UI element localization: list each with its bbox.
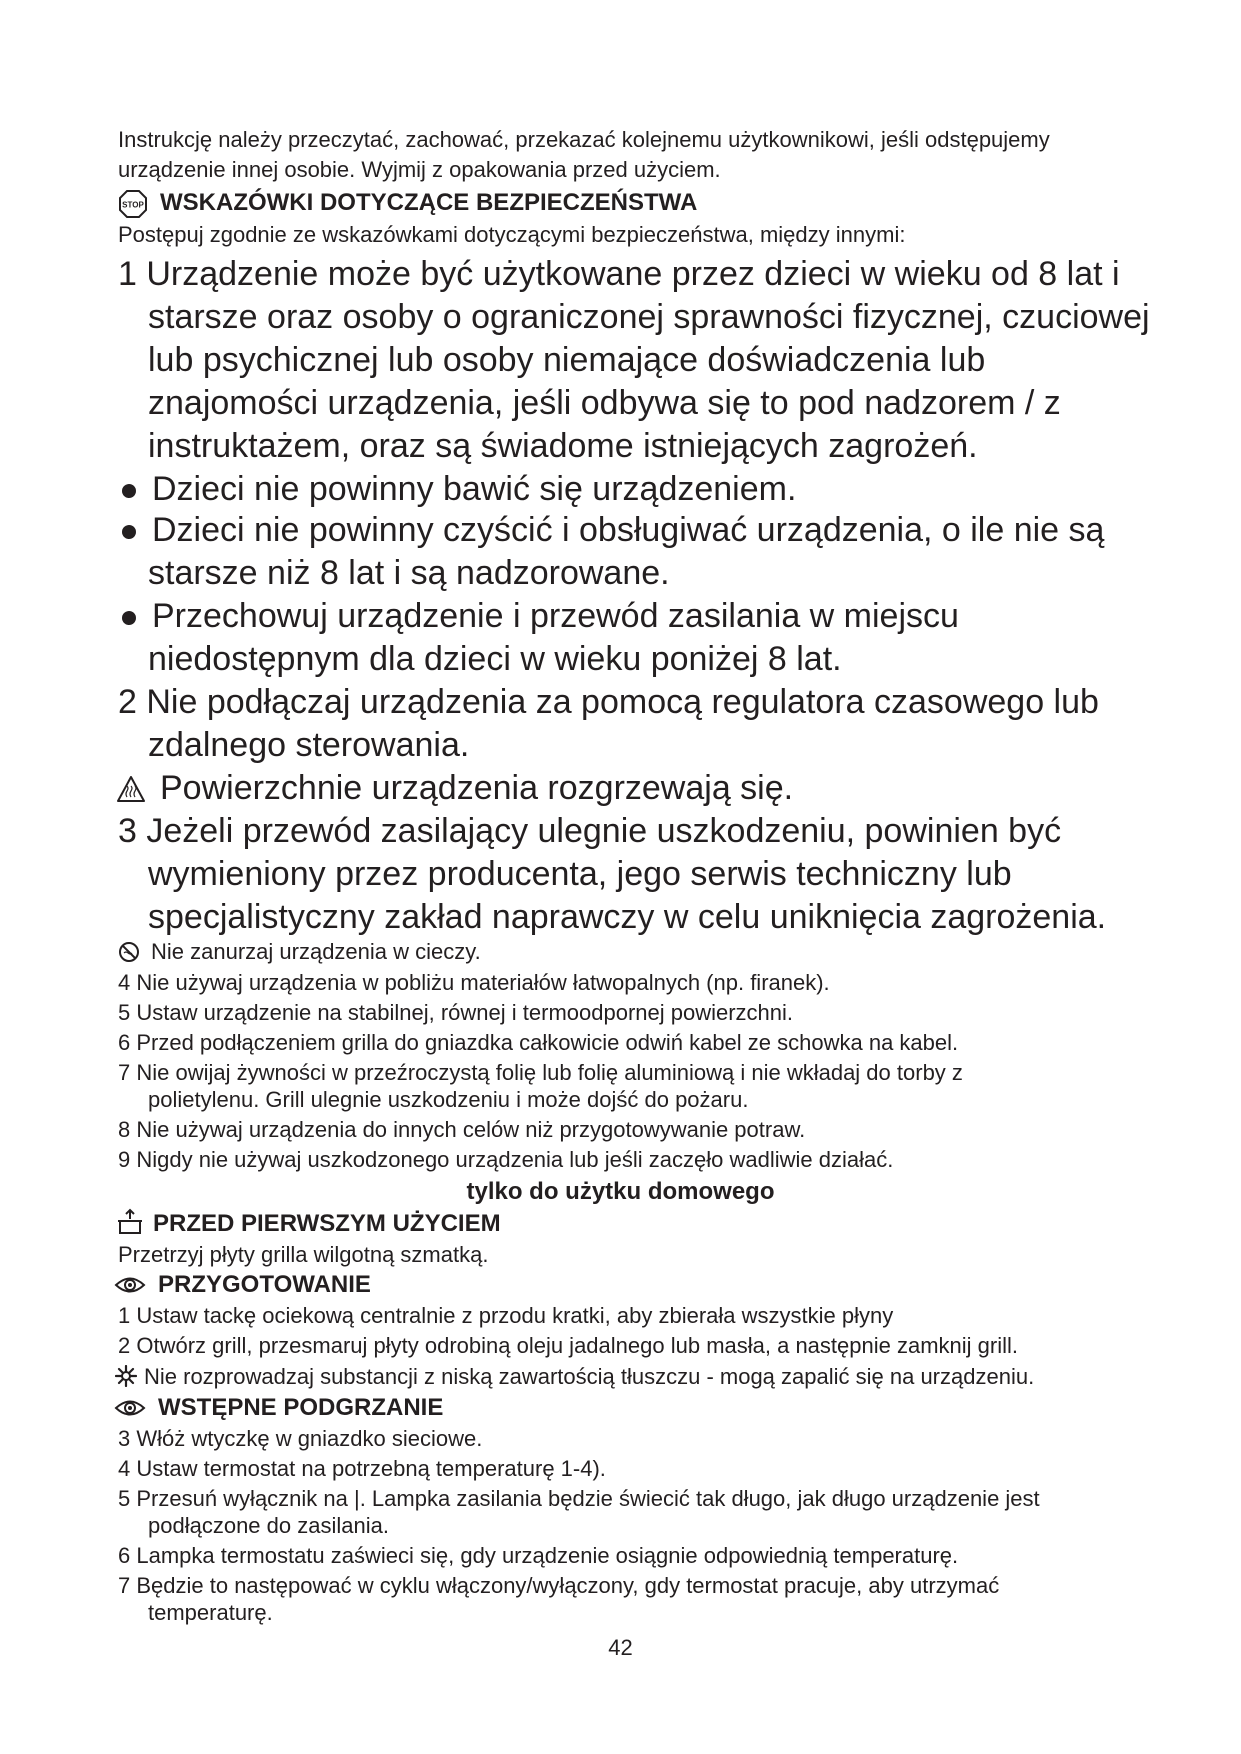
safety-small-line: 7 Nie owijaj żywności w przeźroczystą folię lub folię aluminiową i nie wkładaj do torby z [118,1060,963,1085]
bullet-icon [120,482,138,500]
preheat-item: 7 Będzie to następować w cyklu włączony/wyłączony, gdy termostat pracuje, aby utrzymać [118,1573,1000,1598]
safety-large-line: niedostępnym dla dzieci w wieku poniżej 8 lat. [148,640,842,678]
no-immersion-icon [118,941,140,963]
preparation-item: 1 Ustaw tackę ociekową centralnie z przodu kratki, aby zbierała wszystkie płyny [118,1303,894,1328]
fire-hazard-icon [115,1365,137,1387]
preheat-item: podłączone do zasilania. [148,1513,389,1538]
safety-heading: WSKAZÓWKI DOTYCZĄCE BEZPIECZEŃSTWA [160,189,698,216]
safety-large-line: 1 Urządzenie może być użytkowane przez dzieci w wieku od 8 lat i [118,255,1120,293]
safety-small-line: 8 Nie używaj urządzenia do innych celów niż przygotowywanie potraw. [118,1117,806,1142]
safety-small-line: polietylenu. Grill ulegnie uszkodzeniu i może dojść do pożaru. [148,1087,749,1112]
intro-line-2: urządzenie innej osobie. Wyjmij z opakowania przed użyciem. [118,157,721,182]
safety-large-line: zdalnego sterowania. [148,726,470,764]
safety-small-line: 4 Nie używaj urządzenia w pobliżu materiałów łatwopalnych (np. firanek). [118,970,830,995]
eye-icon [114,1274,146,1296]
safety-large-line: 2 Nie podłączaj urządzenia za pomocą regulatora czasowego lub [118,683,1099,721]
preheat-item: 4 Ustaw termostat na potrzebną temperaturę 1-4). [118,1456,606,1481]
preparation-heading: PRZYGOTOWANIE [158,1271,371,1298]
safety-large-line: Przechowuj urządzenie i przewód zasilania w miejscu [152,597,959,635]
eye-icon [114,1397,146,1419]
stop-icon [118,189,148,219]
first-use-heading: PRZED PIERWSZYM UŻYCIEM [153,1210,501,1237]
safety-small-line: 9 Nigdy nie używaj uszkodzonego urządzenia lub jeśli zaczęło wadliwie działać. [118,1147,894,1172]
safety-small-line: Nie zanurzaj urządzenia w cieczy. [151,939,481,964]
unpack-box-icon [116,1208,144,1236]
safety-large-line: znajomości urządzenia, jeśli odbywa się to pod nadzorem / z [148,384,1061,422]
safety-large-line: Powierzchnie urządzenia rozgrzewają się. [160,769,794,807]
safety-large-line: starsze niż 8 lat i są nadzorowane. [148,554,670,592]
safety-large-line: Dzieci nie powinny czyścić i obsługiwać urządzenia, o ile nie są [152,511,1105,549]
page-number: 42 [608,1635,633,1660]
bullet-icon [120,609,138,627]
intro-line-1: Instrukcję należy przeczytać, zachować, przekazać kolejnemu użytkownikowi, jeśli odstępujemy [118,127,1050,152]
safety-large-line: starsze oraz osoby o ograniczonej sprawności fizycznej, czuciowej [148,298,1150,336]
safety-large-line: wymieniony przez producenta, jego serwis techniczny lub [148,855,1012,893]
preheat-item: 5 Przesuń wyłącznik na |. Lampka zasilania będzie świecić tak długo, jak długo urządzenie jest [118,1486,1040,1511]
preparation-item: 2 Otwórz grill, przesmaruj płyty odrobiną oleju jadalnego lub masła, a następnie zamknij grill. [118,1333,1018,1358]
safety-large-line: 3 Jeżeli przewód zasilający ulegnie uszkodzeniu, powinien być [118,812,1062,850]
preheat-heading: WSTĘPNE PODGRZANIE [158,1394,444,1421]
preheat-item: 3 Włóż wtyczkę w gniazdko sieciowe. [118,1426,483,1451]
domestic-use-note: tylko do użytku domowego [466,1178,775,1205]
preparation-item: Nie rozprowadzaj substancji z niską zawartością tłuszczu - mogą zapalić się na urządzeniu. [144,1364,1035,1389]
safety-small-line: 6 Przed podłączeniem grilla do gniazdka całkowicie odwiń kabel ze schowka na kabel. [118,1030,959,1055]
safety-subheading: Postępuj zgodnie ze wskazówkami dotyczącymi bezpieczeństwa, między innymi: [118,222,906,247]
hot-surface-warning-icon [116,775,146,803]
preheat-item: temperaturę. [148,1600,273,1625]
safety-small-line: 5 Ustaw urządzenie na stabilnej, równej i termoodpornej powierzchni. [118,1000,794,1025]
stop-icon-label: STOP [122,200,144,210]
preheat-item: 6 Lampka termostatu zaświeci się, gdy urządzenie osiągnie odpowiednią temperaturę. [118,1543,959,1568]
safety-large-line: instruktażem, oraz są świadome istniejących zagrożeń. [148,427,978,465]
bullet-icon [120,523,138,541]
safety-large-line: lub psychicznej lub osoby niemające doświadczenia lub [148,341,986,379]
first-use-text: Przetrzyj płyty grilla wilgotną szmatką. [118,1242,489,1267]
safety-large-line: Dzieci nie powinny bawić się urządzeniem. [152,470,797,508]
safety-large-line: specjalistyczny zakład naprawczy w celu uniknięcia zagrożenia. [148,898,1107,936]
